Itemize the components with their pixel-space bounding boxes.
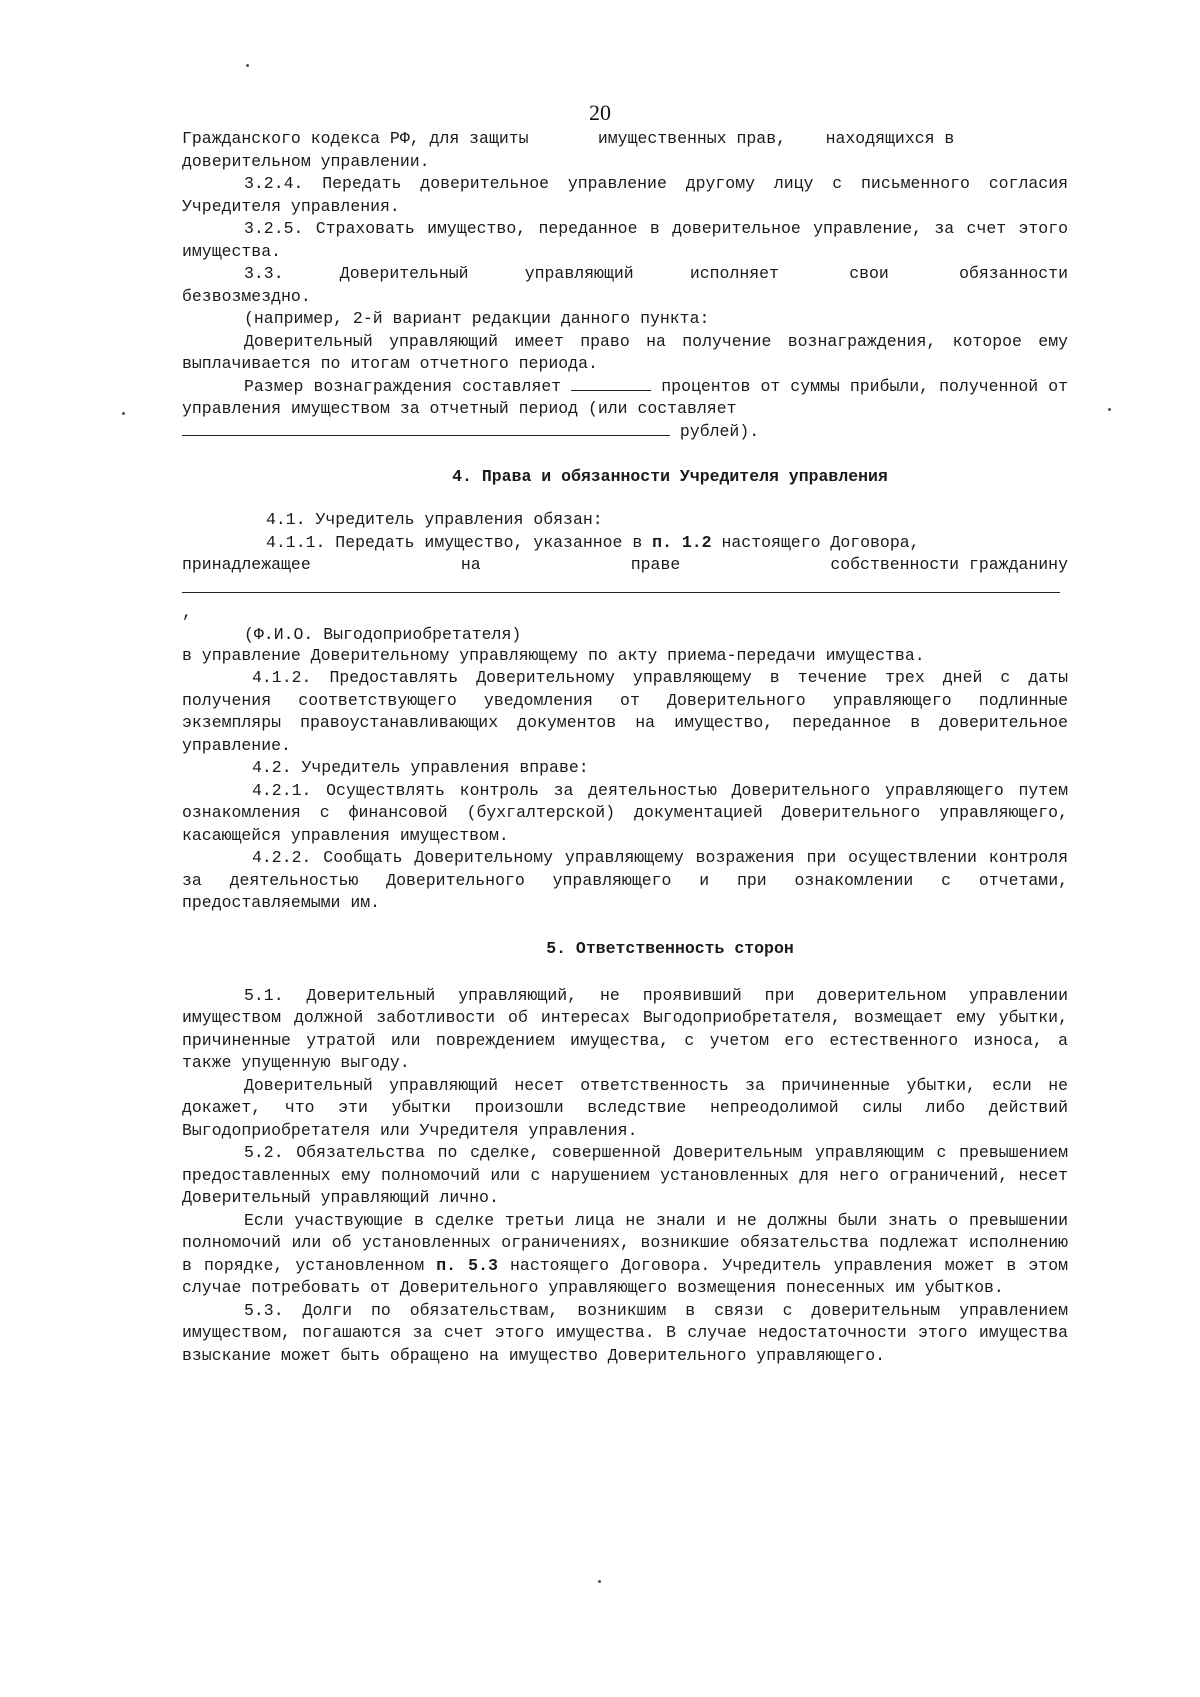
- scan-speck: [1108, 408, 1111, 411]
- paragraph-4-1: 4.1. Учредитель управления обязан:: [266, 510, 603, 529]
- paragraph-5-1: 5.1. Доверительный управляющий, не проявивший при доверительном управлении имуществом должной заботливости об интересах Выгодоприобретателя, возмещает ему убытки, причиненные утратой или повреждением имущества, с учетом его естественного износа, а также упущенную выгоду.: [182, 985, 1068, 1072]
- text: настоящего Договора. Учредитель управления может в этом случае потребовать от Доверительного управляющего возмещения понесенных им убытков.: [182, 1255, 1069, 1297]
- beneficiary-line: [182, 577, 1068, 625]
- fee-text-b: процентов от суммы прибыли, полученной от управления имуществом за отчетный период (или составляет: [182, 376, 1069, 418]
- text: Если участвующие в сделке третьи лица не знали и не должны были знать о превышении полномочий или об установленных ограничениях, возникшие обязательства подлежат исполнению в порядке, установленном: [182, 1210, 1068, 1275]
- paragraph-4-2-2: 4.2.2. Сообщать Доверительному управляющему возражения при осуществлении контроля за деятельностью Доверительного управляющего и при ознакомлении с отчетами, предоставляемыми им.: [182, 848, 1068, 912]
- fee-text-a: Размер вознаграждения составляет: [244, 376, 562, 396]
- scan-speck: [246, 64, 249, 67]
- paragraph-4-1-2: 4.1.2. Предоставлять Доверительному управляющему в течение трех дней с даты получения соответствующего уведомления от Доверительного управляющего подлинные экземпляры правоустанавливающих документов на имущество, переданное в доверительное управление.: [182, 668, 1068, 755]
- paragraph-3-2-5: 3.2.5. Страховать имущество, переданное в доверительное управление, за счет этого имущества.: [182, 219, 1068, 261]
- paragraph-3-2-4: 3.2.4. Передать доверительное управление другому лицу с письменного согласия Учредителя управления.: [182, 174, 1068, 216]
- scan-speck: [598, 1580, 601, 1583]
- paragraph: Гражданского кодекса РФ, для защиты имущественных прав, находящихся в: [182, 129, 955, 148]
- section-5-heading: 5. Ответственность сторон: [546, 938, 794, 958]
- paragraph: доверительном управлении.: [182, 151, 430, 171]
- fee-amount-line: [182, 421, 1068, 444]
- section-4-heading: 4. Права и обязанности Учредителя управления: [452, 467, 888, 486]
- paragraph-5-2: 5.2. Обязательства по сделке, совершенной Доверительным управляющим с превышением предоставленных ему полномочий или с нарушением установленных для него ограничений, несет Доверительный управляющий лично.: [182, 1143, 1068, 1207]
- word: собственности гражданину: [830, 555, 1068, 574]
- variant-fee-paragraph: [182, 376, 1068, 421]
- paragraph: в управление Доверительному управляющему по акту приема-передачи имущества.: [182, 645, 925, 665]
- document-body: [182, 128, 1078, 1367]
- word: праве: [630, 555, 681, 574]
- paragraph-4-1-1: [182, 532, 1068, 555]
- scan-speck: [122, 412, 125, 415]
- paragraph-5-2-b: [182, 1210, 1068, 1300]
- variant-paragraph: Доверительный управляющий имеет право на получение вознаграждения, которое ему выплачивается по итогам отчетного периода.: [182, 331, 1068, 373]
- text: настоящего Договора,: [721, 532, 920, 552]
- paragraph-4-2-1: 4.2.1. Осуществлять контроль за деятельностью Доверительного управляющего путем ознакомления с финансовой (бухгалтерской) документацией Доверительного управляющего, касающейся управления имуществом.: [182, 780, 1068, 845]
- amount-blank[interactable]: [182, 421, 670, 436]
- beneficiary-name-blank[interactable]: [182, 578, 1060, 593]
- paragraph-5-3: 5.3. Долги по обязательствам, возникшим в связи с доверительным управлением имуществом, погашаются за счет этого имущества. В случае недостаточности этого имущества взыскание может быть обращено на имущество Доверительного управляющего.: [182, 1300, 1068, 1365]
- word: на: [460, 555, 481, 574]
- fee-text-c: рублей).: [679, 421, 760, 441]
- fio-label: (Ф.И.О. Выгодоприобретателя): [244, 624, 522, 644]
- variant-note: (например, 2-й вариант редакции данного пункта:: [244, 309, 710, 328]
- paragraph-5-1-b: Доверительный управляющий несет ответственность за причиненные убытки, если не докажет, что эти убытки произошли вследствие непреодолимой силы либо действий Выгодоприобретателя или Учредителя управления.: [182, 1075, 1068, 1140]
- paragraph-3-3: 3.3. Доверительный управляющий исполняет свои обязанности безвозмездно.: [182, 264, 1078, 306]
- reference-5-3: п. 5.3: [436, 1255, 498, 1275]
- percent-blank[interactable]: [571, 376, 651, 391]
- word: принадлежащее: [182, 555, 311, 574]
- page-number: 20: [589, 100, 611, 125]
- reference-1-2: п. 1.2: [652, 532, 712, 552]
- text: 4.1.1. Передать имущество, указанное в: [266, 532, 643, 552]
- comma: ,: [182, 602, 192, 622]
- paragraph-4-2: 4.2. Учредитель управления вправе:: [252, 758, 589, 777]
- ownership-row: [182, 554, 1068, 577]
